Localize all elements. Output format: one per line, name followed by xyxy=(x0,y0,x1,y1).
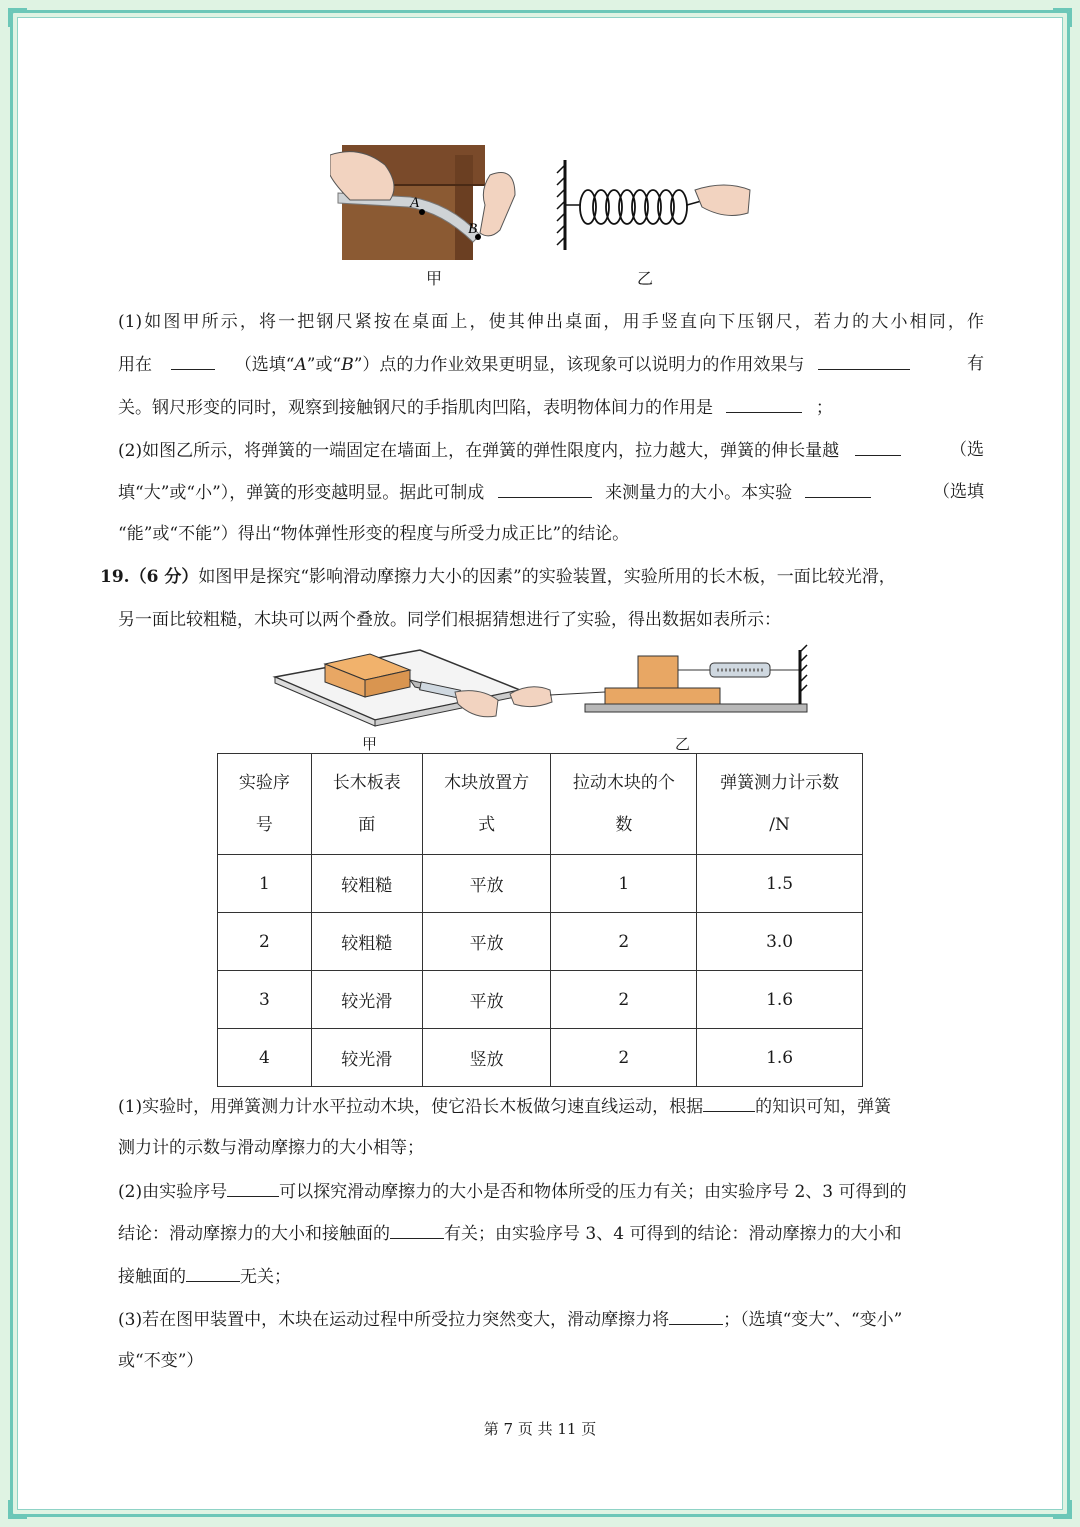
text-span: （选填“ xyxy=(234,355,295,375)
q19-intro-line2: 另一面比较粗糙，木块可以两个叠放。同学们根据猜想进行了实验，得出数据如表所示： xyxy=(118,610,781,630)
table-row xyxy=(218,971,863,1029)
corner-ornament xyxy=(1053,1500,1072,1519)
figure2-caption-right: 乙 xyxy=(675,735,691,753)
text-span: 关。钢尺形变的同时，观察到接触钢尺的手指肌肉凹陷，表明物体间力的作用是 xyxy=(118,398,713,418)
answer-blank[interactable] xyxy=(805,481,871,498)
corner-ornament xyxy=(8,8,27,27)
header-text: 面 xyxy=(358,815,376,835)
table-row xyxy=(218,913,863,971)
text-span: B xyxy=(341,355,354,375)
table-cell: 3.0 xyxy=(697,913,863,971)
table-cell: 较光滑 xyxy=(311,1029,422,1087)
table-cell: 1 xyxy=(551,855,697,913)
text-span: （选填 xyxy=(933,482,984,502)
table-cell: 2 xyxy=(551,1029,697,1087)
text-span: 用在 xyxy=(118,355,152,375)
question-number: 19. xyxy=(100,567,130,587)
table-header-cell xyxy=(218,754,312,855)
table-cell: 2 xyxy=(218,913,312,971)
q19-part2-line1 xyxy=(118,1180,984,1203)
answer-blank[interactable] xyxy=(498,481,592,498)
table-header-cell xyxy=(422,754,551,855)
table-header-cell xyxy=(697,754,863,855)
table-cell: 平放 xyxy=(422,913,551,971)
answer-blank[interactable] xyxy=(818,353,910,370)
table-cell: 1.6 xyxy=(697,1029,863,1087)
header-text: 弹簧测力计示数 xyxy=(720,773,840,793)
table-cell: 竖放 xyxy=(422,1029,551,1087)
header-text: 实验序 xyxy=(238,773,290,793)
figure-friction-apparatus xyxy=(270,642,815,734)
page-footer: 第 7 页 共 11 页 xyxy=(483,1420,597,1438)
q19-part3-line1 xyxy=(118,1308,984,1331)
table-cell: 2 xyxy=(551,971,697,1029)
text-span: ；（选填“变大”、“变小” xyxy=(723,1310,903,1330)
apparatus-right xyxy=(510,645,807,712)
q18-part1-line2 xyxy=(118,353,984,376)
q19-part1-line2: 测力计的示数与滑动摩擦力的大小相等； xyxy=(118,1138,424,1158)
header-text: /N xyxy=(769,815,790,835)
corner-ornament xyxy=(1053,8,1072,27)
table-row xyxy=(218,1029,863,1087)
header-text: 数 xyxy=(615,815,633,835)
answer-blank[interactable] xyxy=(855,439,901,456)
table-cell: 平放 xyxy=(422,971,551,1029)
text-span: (3)若在图甲装置中，木块在运动过程中所受拉力突然变大，滑动摩擦力将 xyxy=(118,1310,670,1330)
header-text: 拉动木块的个 xyxy=(572,773,675,793)
q19-part1-line1 xyxy=(118,1095,984,1118)
table-header-cell xyxy=(311,754,422,855)
q19-part2-line3 xyxy=(118,1265,984,1288)
answer-blank[interactable] xyxy=(726,396,802,413)
text-span: (1)实验时，用弹簧测力计水平拉动木块，使它沿长木板做匀速直线运动，根据 xyxy=(118,1097,704,1117)
table-cell: 较粗糙 xyxy=(311,855,422,913)
text-span: ”或“ xyxy=(306,355,342,375)
table-header-row xyxy=(218,754,863,855)
table-row xyxy=(218,855,863,913)
text-span: A xyxy=(294,355,307,375)
header-text: 长木板表 xyxy=(332,773,401,793)
text-span: 如图甲是探究“影响滑动摩擦力大小的因素”的实验装置，实验所用的长木板，一面比较光滑， xyxy=(198,567,896,587)
figure2-caption-left: 甲 xyxy=(362,735,378,753)
table-cell: 4 xyxy=(218,1029,312,1087)
figure-caption-right: 乙 xyxy=(637,269,654,288)
answer-blank[interactable] xyxy=(703,1095,755,1112)
table-cell: 1 xyxy=(218,855,312,913)
text-span: （选 xyxy=(950,440,984,460)
text-span: (2)由实验序号 xyxy=(118,1182,228,1202)
table-cell: 平放 xyxy=(422,855,551,913)
q19-part2-line2 xyxy=(118,1222,984,1245)
point-a-label: A xyxy=(410,195,420,211)
answer-blank[interactable] xyxy=(390,1222,444,1239)
answer-blank[interactable] xyxy=(171,353,215,370)
hand-illustration xyxy=(480,173,515,236)
q18-part2-line3: “能”或“不能”）得出“物体弹性形变的程度与所受力成正比”的结论。 xyxy=(118,524,630,544)
text-span: 的知识可知，弹簧 xyxy=(755,1097,892,1117)
text-span: (2)如图乙所示，将弹簧的一端固定在墙面上，在弹簧的弹性限度内，拉力越大，弹簧的伸长量越 xyxy=(118,441,840,461)
table-cell: 1.6 xyxy=(697,971,863,1029)
experiment-table xyxy=(217,753,863,1087)
q18-part1-line1: (1)如图甲所示，将一把钢尺紧按在桌面上，使其伸出桌面，用手竖直向下压钢尺，若力的大小相同，作 xyxy=(118,312,984,332)
text-span: 无关； xyxy=(240,1267,291,1287)
text-span: 有 xyxy=(967,354,984,374)
text-span: ； xyxy=(815,398,833,418)
q18-part2-line1 xyxy=(118,439,984,462)
answer-blank[interactable] xyxy=(186,1265,240,1282)
table-header-cell xyxy=(551,754,697,855)
text-span: 可以探究滑动摩擦力的大小是否和物体所受的压力有关；由实验序号 2、3 可得到的 xyxy=(279,1182,907,1202)
spring-illustration xyxy=(557,160,750,250)
answer-blank[interactable] xyxy=(669,1308,723,1325)
text-span: 结论：滑动摩擦力的大小和接触面的 xyxy=(118,1224,390,1244)
q19-part3-line2: 或“不变”） xyxy=(118,1351,204,1371)
table-cell: 1.5 xyxy=(697,855,863,913)
q19-intro-line1 xyxy=(100,566,984,588)
q18-part2-line2 xyxy=(118,481,984,504)
text-span: 有关；由实验序号 3、4 可得到的结论：滑动摩擦力的大小和 xyxy=(444,1224,902,1244)
q18-part1-line3 xyxy=(118,396,984,419)
text-span: 接触面的 xyxy=(118,1267,186,1287)
text-span: 填“大”或“小”），弹簧的形变越明显。据此可制成 xyxy=(118,483,485,503)
header-text: 号 xyxy=(255,815,273,835)
figure-caption-left: 甲 xyxy=(426,269,443,288)
answer-blank[interactable] xyxy=(227,1180,279,1197)
text-span: 来测量力的大小。本实验 xyxy=(605,483,793,503)
header-text: 木块放置方 xyxy=(444,773,530,793)
corner-ornament xyxy=(8,1500,27,1519)
table-cell: 较光滑 xyxy=(311,971,422,1029)
point-b-label: B xyxy=(468,221,478,237)
text-span: ”）点的力作业效果更明显，该现象可以说明力的作用效果与 xyxy=(353,355,805,375)
table-cell: 3 xyxy=(218,971,312,1029)
apparatus-left xyxy=(275,650,520,726)
question-score: （6 分） xyxy=(129,567,199,587)
figure-ruler-spring xyxy=(330,145,760,270)
table-cell: 2 xyxy=(551,913,697,971)
table-cell: 较粗糙 xyxy=(311,913,422,971)
header-text: 式 xyxy=(478,815,496,835)
